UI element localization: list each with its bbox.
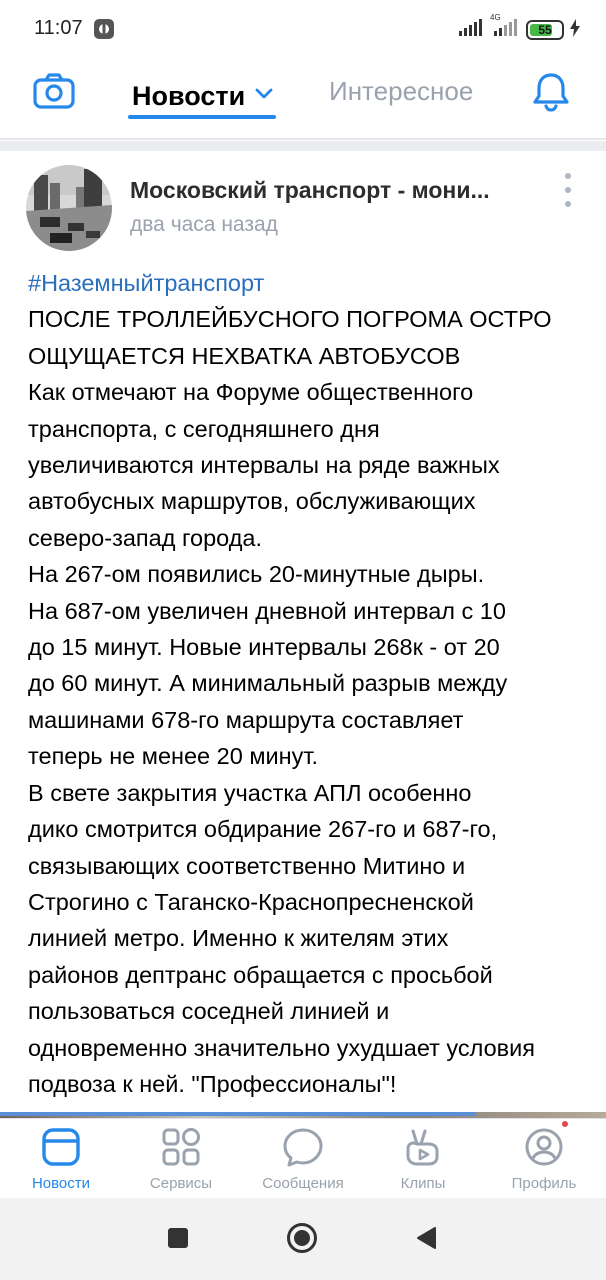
post-line: связывающих соответственно Митино и <box>28 852 466 879</box>
feed-post <box>0 151 606 1117</box>
system-nav-bar <box>0 1198 606 1280</box>
dot-icon <box>565 201 571 207</box>
post-line: одновременно значительно ухудшает условия <box>28 1034 536 1061</box>
nav-messages[interactable] <box>248 1125 358 1197</box>
post-line: районов дептранс обращается с просьбой <box>28 961 493 988</box>
charging-icon <box>570 19 580 42</box>
image-loading-bar <box>0 1112 476 1116</box>
profile-icon <box>522 1125 566 1169</box>
tab-interesting[interactable]: Интересное <box>329 76 474 106</box>
post-line: автобусных маршрутов, обслуживающих <box>28 488 476 515</box>
post-line: ОЩУЩАЕТСЯ НЕХВАТКА АВТОБУСОВ <box>28 342 461 369</box>
battery-icon <box>526 20 564 40</box>
nav-profile[interactable] <box>489 1125 599 1197</box>
post-line: ПОСЛЕ ТРОЛЛЕЙБУСНОГО ПОГРОМА ОСТРО <box>28 306 552 333</box>
post-line: до 60 минут. А минимальный разрыв между <box>28 670 508 697</box>
dot-icon <box>565 187 571 193</box>
messages-icon <box>281 1125 325 1169</box>
post-line: до 15 минут. Новые интервалы 268к - от 20 <box>28 634 500 661</box>
status-time: 11:07 <box>34 17 83 39</box>
post-line: пользоваться соседней линией и <box>28 998 390 1025</box>
signal-4g-icon <box>490 12 520 42</box>
top-header <box>0 60 606 140</box>
post-line: На 687-ом увеличен дневной интервал с 10 <box>28 597 506 624</box>
news-icon <box>39 1125 83 1169</box>
nav-news-label: Новости <box>31 1175 91 1192</box>
post-line: подвоза к ней. "Профессионалы"! <box>28 1070 397 1097</box>
status-bar <box>0 0 606 60</box>
square-icon <box>167 1227 189 1254</box>
post-line: линией метро. Именно к жителям этих <box>28 925 449 952</box>
author-avatar[interactable] <box>26 165 112 251</box>
back-button[interactable] <box>410 1224 442 1256</box>
post-text <box>28 265 588 1102</box>
circle-icon <box>286 1222 318 1259</box>
camera-button[interactable] <box>30 70 78 116</box>
post-author[interactable]: Московский транспорт - мони... <box>130 177 490 203</box>
bell-icon <box>532 72 570 117</box>
post-time: два часа назад <box>130 213 278 236</box>
feed-separator <box>0 141 606 151</box>
nav-services-label: Сервисы <box>149 1175 213 1192</box>
post-menu-button[interactable] <box>558 173 578 207</box>
nav-messages-label: Сообщения <box>262 1175 344 1192</box>
recent-apps-button[interactable] <box>162 1224 194 1256</box>
home-button[interactable] <box>286 1224 318 1256</box>
nav-profile-label: Профиль <box>511 1175 577 1192</box>
back-triangle-icon <box>415 1226 437 1255</box>
clips-icon <box>401 1125 445 1169</box>
signal-icon <box>458 19 484 42</box>
app-notification-icon <box>93 18 115 40</box>
network-type: 4G <box>490 12 501 22</box>
post-line: теперь не менее 20 минут. <box>28 743 319 770</box>
post-line: На 267-ом появились 20-минутные дыры. <box>28 561 485 588</box>
post-line: машинами 678-го маршрута составляет <box>28 706 464 733</box>
post-line: Как отмечают на Форуме общественного <box>28 379 474 406</box>
tab-news-label: Новости <box>132 80 246 111</box>
notification-dot <box>560 1119 570 1129</box>
bottom-nav <box>0 1118 606 1198</box>
notifications-button[interactable] <box>526 70 576 118</box>
services-icon <box>159 1125 203 1169</box>
nav-news[interactable] <box>6 1125 116 1197</box>
post-line: транспорта, с сегодняшнего дня <box>28 415 380 442</box>
post-line: увеличиваются интервалы на ряде важных <box>28 452 500 479</box>
battery-level: 55 <box>538 23 552 37</box>
nav-services[interactable] <box>126 1125 236 1197</box>
post-line: Строгино с Таганско-Краснопресненской <box>28 888 474 915</box>
nav-clips[interactable] <box>368 1125 478 1197</box>
dot-icon <box>565 173 571 179</box>
chevron-down-icon[interactable] <box>255 87 273 105</box>
active-tab-indicator <box>128 115 276 119</box>
camera-icon <box>33 73 75 114</box>
post-line: северо-запад города. <box>28 524 263 551</box>
status-indicators <box>458 12 580 44</box>
post-line: В свете закрытия участка АПЛ особенно <box>28 779 472 806</box>
post-line: дико смотрится обдирание 267-го и 687-го, <box>28 816 498 843</box>
nav-clips-label: Клипы <box>400 1175 446 1192</box>
post-hashtag[interactable]: #Наземныйтранспорт <box>28 270 265 296</box>
